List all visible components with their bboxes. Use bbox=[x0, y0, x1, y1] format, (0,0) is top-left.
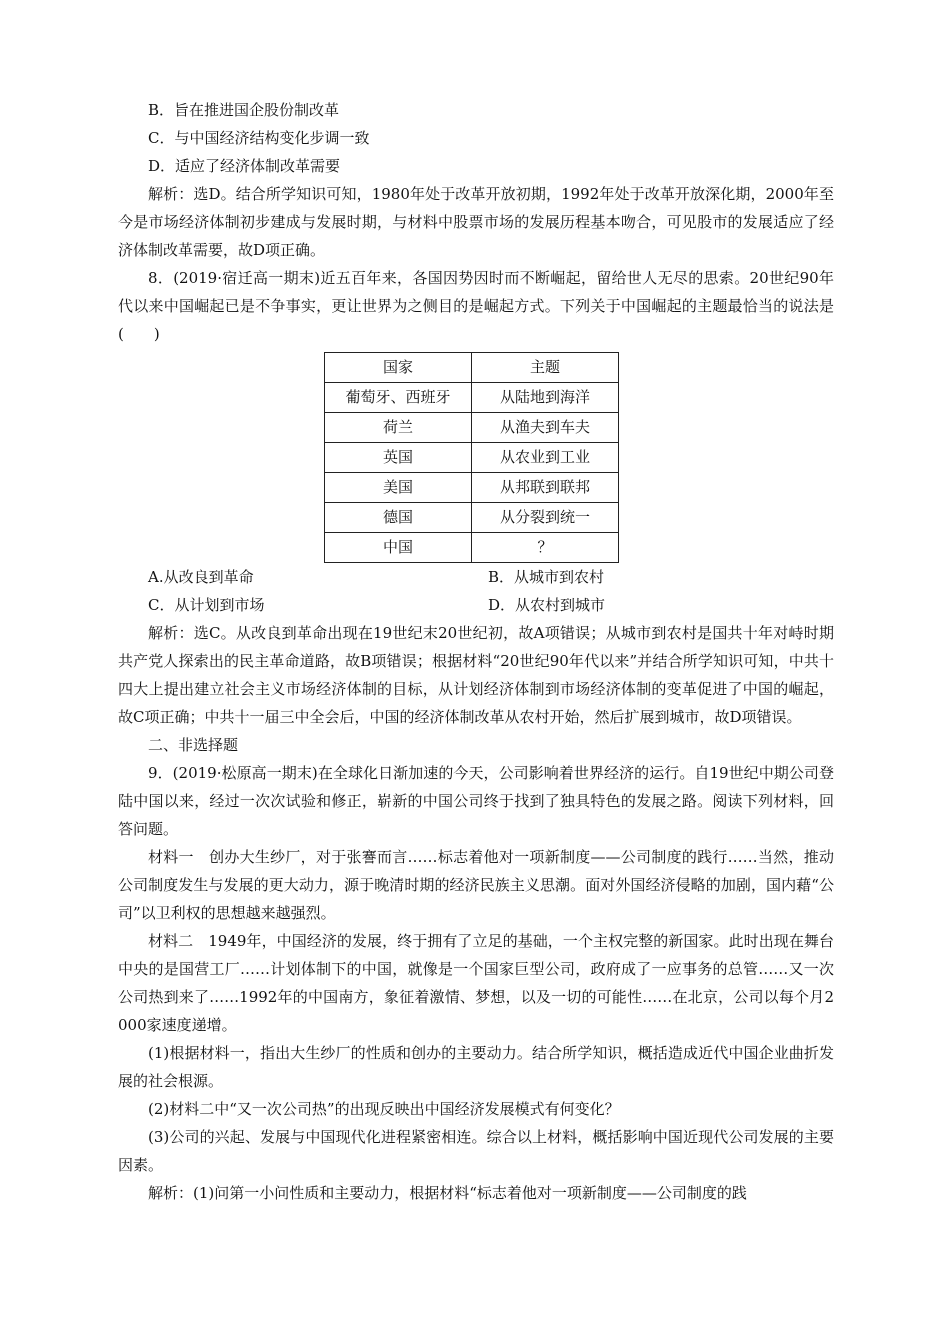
q8-option-a: A.从改良到革命 bbox=[148, 568, 254, 586]
table-cell: 从分裂到统一 bbox=[472, 503, 619, 533]
table-row bbox=[325, 383, 619, 413]
option-c: C．与中国经济结构变化步调一致 bbox=[148, 129, 370, 147]
option-b: B．旨在推进国企股份制改革 bbox=[148, 101, 340, 119]
table-cell: 荷兰 bbox=[325, 413, 472, 443]
table-cell: 从渔夫到车夫 bbox=[472, 413, 619, 443]
table-cell: ？ bbox=[472, 533, 619, 563]
option-d: D．适应了经济体制改革需要 bbox=[148, 157, 341, 175]
country-theme-table bbox=[324, 352, 619, 563]
table-header-cell: 主题 bbox=[472, 353, 619, 383]
table-cell: 从农业到工业 bbox=[472, 443, 619, 473]
q8-options-row-2 bbox=[118, 591, 834, 619]
analysis-q7: 解析：选D。结合所学知识可知，1980年处于改革开放初期，1992年处于改革开放深化期，2000年至今是市场经济体制初步建成与发展时期，与材料中股票市场的发展历程基本吻合，可见股市的发展适应了经济体制改革需要，故D项正确。 bbox=[118, 185, 834, 259]
document-page bbox=[118, 96, 834, 1207]
sub-question-2: (2)材料二中“又一次公司热”的出现反映出中国经济发展模式有何变化？ bbox=[148, 1100, 620, 1118]
table-row bbox=[325, 413, 619, 443]
q8-option-b: B．从城市到农村 bbox=[488, 568, 605, 586]
table-row bbox=[325, 473, 619, 503]
table-header-row bbox=[325, 353, 619, 383]
q8-option-c: C．从计划到市场 bbox=[148, 596, 265, 614]
analysis-q8: 解析：选C。从改良到革命出现在19世纪末20世纪初，故A项错误；从城市到农村是国共十年对峙时期共产党人探索出的民主革命道路，故B项错误；根据材料“20世纪90年代以来”并结合所学知识可知，中共十四大上提出建立社会主义市场经济体制的目标，从计划经济体制到市场经济体制的变革促进了中国的崛起，故C项正确；中共十一届三中全会后，中国的经济体制改革从农村开始，然后扩展到城市，故D项错误。 bbox=[118, 624, 834, 726]
q8-option-d: D．从农村到城市 bbox=[488, 596, 606, 614]
table-cell: 德国 bbox=[325, 503, 472, 533]
table-header-cell: 国家 bbox=[325, 353, 472, 383]
table-cell: 英国 bbox=[325, 443, 472, 473]
table-row bbox=[325, 533, 619, 563]
q8-options-row-1 bbox=[118, 563, 834, 591]
sub-question-3: (3)公司的兴起、发展与中国现代化进程紧密相连。综合以上材料，概括影响中国近现代公司发展的主要因素。 bbox=[118, 1128, 834, 1174]
table-row bbox=[325, 443, 619, 473]
section-heading: 二、非选择题 bbox=[148, 736, 239, 754]
table-cell: 美国 bbox=[325, 473, 472, 503]
question-9-stem: 9．(2019·松原高一期末)在全球化日渐加速的今天，公司影响着世界经济的运行。自19世纪中期公司登陆中国以来，经过一次次试验和修正，崭新的中国公司终于找到了独具特色的发展之路。阅读下列材料，回答问题。 bbox=[118, 764, 834, 838]
table-cell: 从邦联到联邦 bbox=[472, 473, 619, 503]
question-8-stem: 8．(2019·宿迁高一期末)近五百年来，各国因势因时而不断崛起，留给世人无尽的思索。20世纪90年代以来中国崛起已是不争事实，更让世界为之侧目的是崛起方式。下列关于中国崛起的主题最恰当的说法是( ) bbox=[118, 269, 834, 343]
material-two: 材料二 1949年，中国经济的发展，终于拥有了立足的基础，一个主权完整的新国家。此时出现在舞台中央的是国营工厂……计划体制下的中国，就像是一个国家巨型公司，政府成了一应事务的总管……又一次公司热到来了……1992年的中国南方，象征着激情、梦想，以及一切的可能性……在北京，公司以每个月2 000家速度递增。 bbox=[118, 932, 834, 1034]
table-cell: 从陆地到海洋 bbox=[472, 383, 619, 413]
table-cell: 葡萄牙、西班牙 bbox=[325, 383, 472, 413]
sub-question-1: (1)根据材料一，指出大生纱厂的性质和创办的主要动力。结合所学知识，概括造成近代中国企业曲折发展的社会根源。 bbox=[118, 1044, 834, 1090]
table-cell: 中国 bbox=[325, 533, 472, 563]
table-row bbox=[325, 503, 619, 533]
material-one: 材料一 创办大生纱厂，对于张謇而言……标志着他对一项新制度——公司制度的践行……当然，推动公司制度发生与发展的更大动力，源于晚清时期的经济民族主义思潮。面对外国经济侵略的加剧，国内藉“公司”以卫利权的思想越来越强烈。 bbox=[118, 848, 834, 922]
analysis-q9: 解析：(1)问第一小问性质和主要动力，根据材料“标志着他对一项新制度——公司制度的践 bbox=[148, 1184, 747, 1202]
